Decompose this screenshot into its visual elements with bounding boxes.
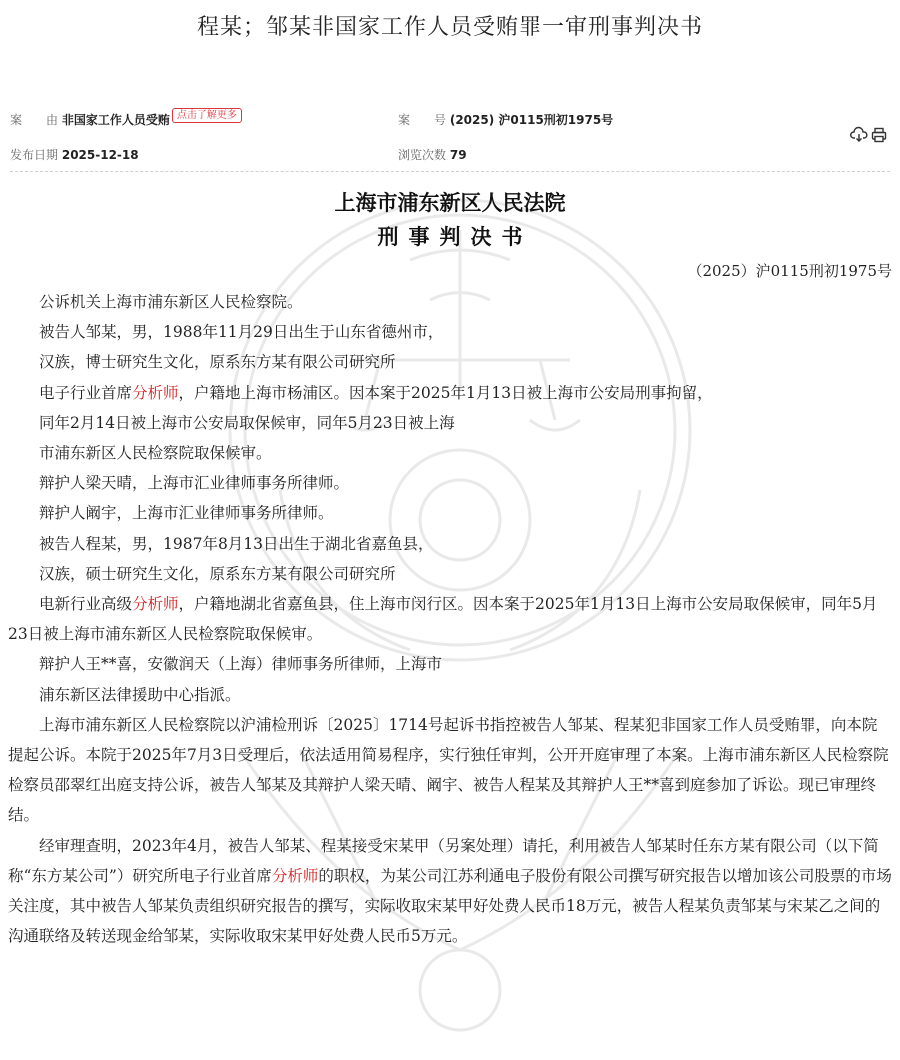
paragraph-text: 电新行业高级 xyxy=(39,595,133,614)
case-cause-value: 非国家工作人员受贿 xyxy=(61,113,170,127)
paragraph-text: 被告人程某，男，1987年8月13日出生于湖北省嘉鱼县， xyxy=(39,534,434,553)
paragraph xyxy=(8,408,892,438)
publish-date-value: 2025-12-18 xyxy=(61,148,139,162)
paragraph-text: 辩护人梁天晴，上海市汇业律师事务所律师。 xyxy=(39,474,350,493)
paragraph-text: 同年2月14日被上海市公安局取保候审，同年5月23日被上海 xyxy=(39,413,455,432)
view-count xyxy=(398,146,467,163)
paragraph xyxy=(8,468,892,498)
paragraph xyxy=(8,649,892,679)
paragraph xyxy=(8,680,892,710)
paragraph-text: 汉族，硕士研究生文化，原系东方某有限公司研究所 xyxy=(39,564,396,583)
view-count-value: 79 xyxy=(449,148,467,162)
paragraph xyxy=(8,831,892,952)
learn-more-link[interactable]: 点击了解更多 xyxy=(172,108,242,123)
paragraph xyxy=(8,529,892,559)
download-icon[interactable] xyxy=(850,126,868,144)
paragraph-text: 市浦东新区人民检察院取保候审。 xyxy=(39,444,272,463)
highlighted-term: 分析师 xyxy=(132,595,179,614)
paragraph xyxy=(8,317,892,347)
case-number-label: 案 号 xyxy=(398,113,447,127)
paragraph xyxy=(8,438,892,468)
document-body xyxy=(8,287,892,951)
paragraph xyxy=(8,378,892,408)
paragraph xyxy=(8,589,892,649)
print-icon[interactable] xyxy=(870,126,888,144)
paragraph-text: 被告人邹某，男，1988年11月29日出生于山东省德州市， xyxy=(39,323,444,342)
paragraph-text: 汉族，博士研究生文化，原系东方某有限公司研究所 xyxy=(39,353,396,372)
court-name: 上海市浦东新区人民法院 xyxy=(334,191,566,215)
case-cause xyxy=(10,111,242,129)
case-number-value: (2025) 沪0115刑初1975号 xyxy=(449,113,614,127)
paragraph-text: ，户籍地湖北省嘉鱼县，住上海市闵行区。因本案于2025年1月13日上海市公安局取保候审，同年5月23日被上海市浦东新区人民检察院取保候审。 xyxy=(8,595,878,644)
toolbar xyxy=(850,126,888,144)
paragraph xyxy=(8,710,892,831)
highlighted-term: 分析师 xyxy=(271,866,319,885)
publish-date-label: 发布日期 xyxy=(10,148,59,162)
paragraph-text: 辩护人王**喜，安徽润天（上海）律师事务所律师，上海市 xyxy=(39,655,443,674)
paragraph-text: 公诉机关上海市浦东新区人民检察院。 xyxy=(39,293,303,311)
document-number: （2025）沪0115刑初1975号 xyxy=(687,262,892,280)
highlighted-term: 分析师 xyxy=(132,383,179,402)
paragraph-text: 电子行业首席 xyxy=(39,383,133,402)
case-number xyxy=(398,111,613,128)
paragraph xyxy=(8,559,892,589)
paragraph-text: 经审理查明，2023年4月，被告人邹某、程某接受宋某甲（另案处理）请托，利用被告人邹某时任东方某有限公司（以下简称“东方某公司”）研究所电子行业首席 xyxy=(8,836,879,885)
publish-date xyxy=(10,146,139,163)
case-cause-label: 案 由 xyxy=(10,113,59,127)
paragraph-text: ，户籍地上海市杨浦区。因本案于2025年1月13日被上海市公安局刑事拘留， xyxy=(178,383,713,402)
paragraph-text: 浦东新区法律援助中心指派。 xyxy=(39,685,241,704)
page-title: 程某；邹某非国家工作人员受贿罪一审刑事判决书 xyxy=(196,15,703,40)
paragraph xyxy=(8,287,892,317)
paragraph-text: 的职权，为某公司江苏利通电子股份有限公司撰写研究报告以增加该公司股票的市场关注度，其中被告人邹某负责组织研究报告的撰写，实际收取宋某甲好处费人民币18万元，被告人程某负责邹某与宋某乙之间的沟通联络及转送现金给邹某，实际收取宋某甲好处费人民币5万元。 xyxy=(8,866,892,946)
header-divider xyxy=(10,171,890,172)
view-count-label: 浏览次数 xyxy=(398,148,447,162)
paragraph-text: 辩护人阚宇，上海市汇业律师事务所律师。 xyxy=(39,504,334,523)
paragraph xyxy=(8,498,892,528)
paragraph-text: 上海市浦东新区人民检察院以沪浦检刑诉〔2025〕1714号起诉书指控被告人邹某、程某犯非国家工作人员受贿罪，向本院提起公诉。本院于2025年7月3日受理后，依法适用简易程序，实行独任审判，公开开庭审理了本案。上海市浦东新区人民检察院检察员邵翠红出庭支持公诉，被告人邹某及其辩护人梁天晴、阚宇、被告人程某及其辩护人王**喜到庭参加了诉讼。现已审理终结。 xyxy=(8,715,889,825)
paragraph xyxy=(8,347,892,377)
document-type: 刑事判决书 xyxy=(377,225,533,249)
